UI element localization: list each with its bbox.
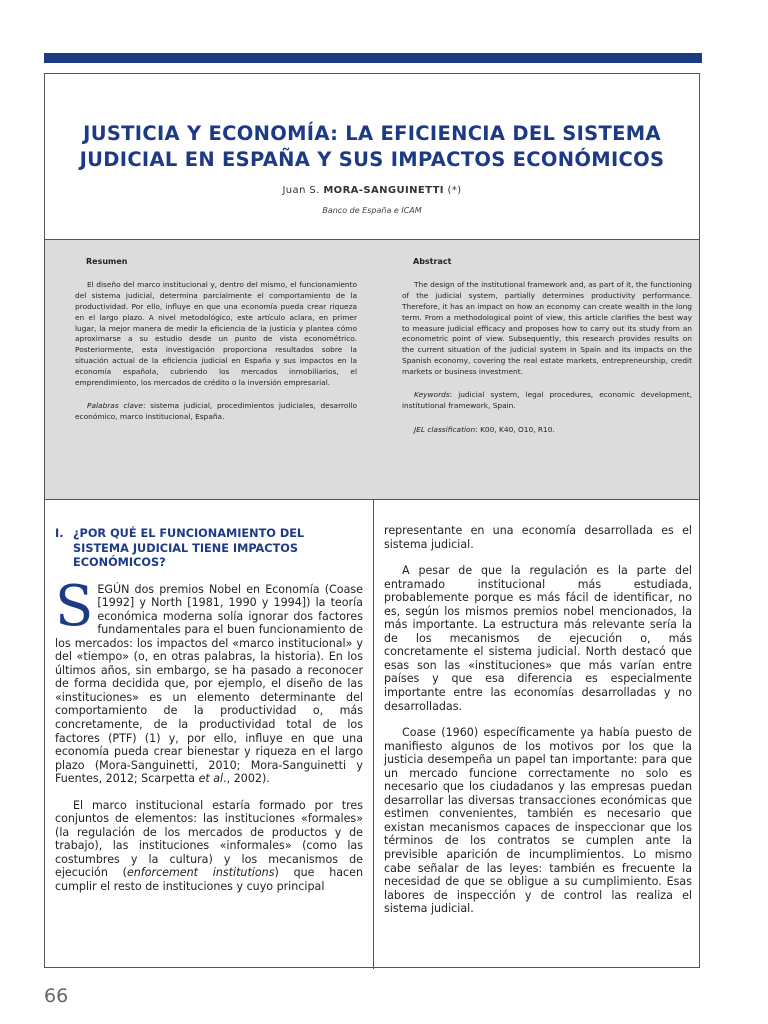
paragraph-text: ) que hacen cumplir el resto de instituciones y cuyo principal (55, 866, 364, 893)
body-column-right (384, 524, 692, 916)
resumen-keywords-list: : sistema judicial, procedimientos judiciales, desarrollo económico, marco institucional, España. (75, 400, 358, 421)
jel-classification (402, 425, 692, 436)
abstract-text: The design of the institutional framework and, as part of it, the functioning of the judicial system, partially determines productivity performance. Therefore, it has an impact on how an economy can create wealth in the long term. From a methodological point of view, this article clarifies the best way to measure judicial efficacy and proposes how to carry out its study from an econometric point of view. Subsequently, this research provides results on the current situation of the judicial system in Spain and its impacts on the Spanish economy, covering the real estate markets, entrepreneurship, credit markets or business investment. (402, 279, 692, 377)
jel-label: JEL classification (414, 424, 476, 434)
resumen-heading: Resumen (86, 257, 128, 266)
jel-codes: : K00, K40, O10, R10. (475, 424, 555, 434)
section-number: I. (55, 527, 64, 540)
abstract-box (45, 239, 699, 500)
italic-text: et al (198, 772, 224, 786)
body-paragraph: representante en una economía desarrollada es el sistema judicial. (384, 524, 692, 551)
abstract-keywords-label: Keywords (414, 390, 450, 400)
section-heading (55, 527, 363, 571)
resumen-text: El diseño del marco institucional y, dentro del mismo, el funcionamiento del sistema judicial, determina parcialmente el comportamiento de la productividad. Por ello, influye en que una economía pueda crear riqueza en el largo plazo. A nivel metodológico, este artículo aclara, en primer lugar, la mejor manera de medir la eficiencia de la justicia y plantea cómo aproximarse a su estudio desde un punto de vista econométrico. Posteriormente, esta investigación proporciona resultados sobre la situación actual de la eficiencia judicial en España y sus impactos en la economía española, cubriendo los mercados inmobiliarios, el emprendimiento, los mercados de crédito o la inversión empresarial. (75, 279, 357, 388)
abstract-heading: Abstract (413, 257, 452, 266)
drop-cap: S (55, 573, 94, 639)
author (45, 185, 699, 196)
paragraph-text: EGÚN dos premios Nobel en Economía (Coase [1992] y North [1981, 1990 y 1994]) la teoría económica moderna solía ignorar dos factores fundamentales para el buen funcionamiento de los mercados: los impactos del «marco institucional» y del «tiempo» (o, en otras palabras, la historia). En los últimos años, sin embargo, se ha pasado a reconocer de forma decidida que, por ejemplo, el diseño de las «instituciones» es un elemento determinante del comportamiento de la productividad o, más concretamente, de la productividad total de los factores (PTF) (1) y, por ello, influye en que una economía pueda crear bienestar y riqueza en el largo plazo (Mora-Sanguinetti, 2010; Mora-Sanguinetti y Fuentes, 2012; Scarpetta (55, 582, 363, 786)
column-divider (373, 500, 374, 969)
resumen-keywords-label: Palabras clave (87, 400, 143, 410)
article-header (45, 74, 699, 239)
italic-text: enforcement institutions (126, 866, 275, 880)
body-column-left (55, 527, 363, 894)
author-given-name: Juan S. (282, 185, 320, 196)
body-paragraph (55, 573, 363, 786)
body-paragraph: Coase (1960) específicamente ya había puesto de manifiesto algunos de los motivos por los que la justicia desempeña un papel tan importante: para que un mercado funcione correctamente no solo es necesario que los ciudadanos y las empresas puedan desarrollar las diversas transacciones económicas que estimen convenientes, también es necesario que existan mecanismos capaces de inspeccionar que los términos de los contratos se cumplen ante la previsible aparición de incumplimientos. Lo mismo cabe señalar de las leyes: también es frecuente la necesidad de que se obligue a su cumplimiento. Esas labores de inspección y de control las realiza el sistema judicial. (384, 726, 692, 916)
paragraph-text: El marco institucional estaría formado por tres conjuntos de elementos: las instituciones «formales» (la regulación de los mercados de productos y de trabajo), las instituciones «informales» (como las costumbres y la cultura) y los mecanismos de ejecución ( (55, 798, 363, 880)
title-line-1: JUSTICIA Y ECONOMÍA: LA EFICIENCIA DEL SISTEMA (83, 122, 661, 145)
abstract-column (402, 257, 692, 436)
abstract-keywords (402, 390, 692, 412)
author-footnote-mark: (*) (447, 185, 462, 196)
paragraph-text: ., 2002). (223, 772, 270, 786)
resumen-keywords (75, 401, 357, 423)
title-line-2: JUDICIAL EN ESPAÑA Y SUS IMPACTOS ECONÓMICOS (79, 148, 665, 171)
body-paragraph (55, 799, 363, 894)
body-paragraph: A pesar de que la regulación es la parte del entramado institucional más estudiada, probablemente porque es más fácil de identificar, no es, según los mismos premios nobel mencionados, la más importante. La estructura más relevante sería la de los mecanismos de ejecución o, más concretamente el sistema judicial. North destacó que esas son las «instituciones» que más varían entre países y que esa diferencia es especialmente importante entre las economías desarrolladas y no desarrolladas. (384, 564, 692, 713)
abstract-keywords-list: : judicial system, legal procedures, economic development, institutional framework, Spain. (402, 390, 692, 410)
page-number: 66 (44, 985, 69, 1007)
section-title-text: ¿POR QUÉ EL FUNCIONAMIENTO DEL SISTEMA JUDICIAL TIENE IMPACTOS ECONÓMICOS? (73, 527, 305, 569)
header-color-bar (44, 53, 702, 63)
article-title (45, 121, 699, 173)
article-frame (44, 73, 700, 968)
author-surname: MORA-SANGUINETTI (323, 185, 444, 196)
author-affiliation: Banco de España e ICAM (322, 206, 422, 215)
resumen-column (75, 257, 357, 423)
